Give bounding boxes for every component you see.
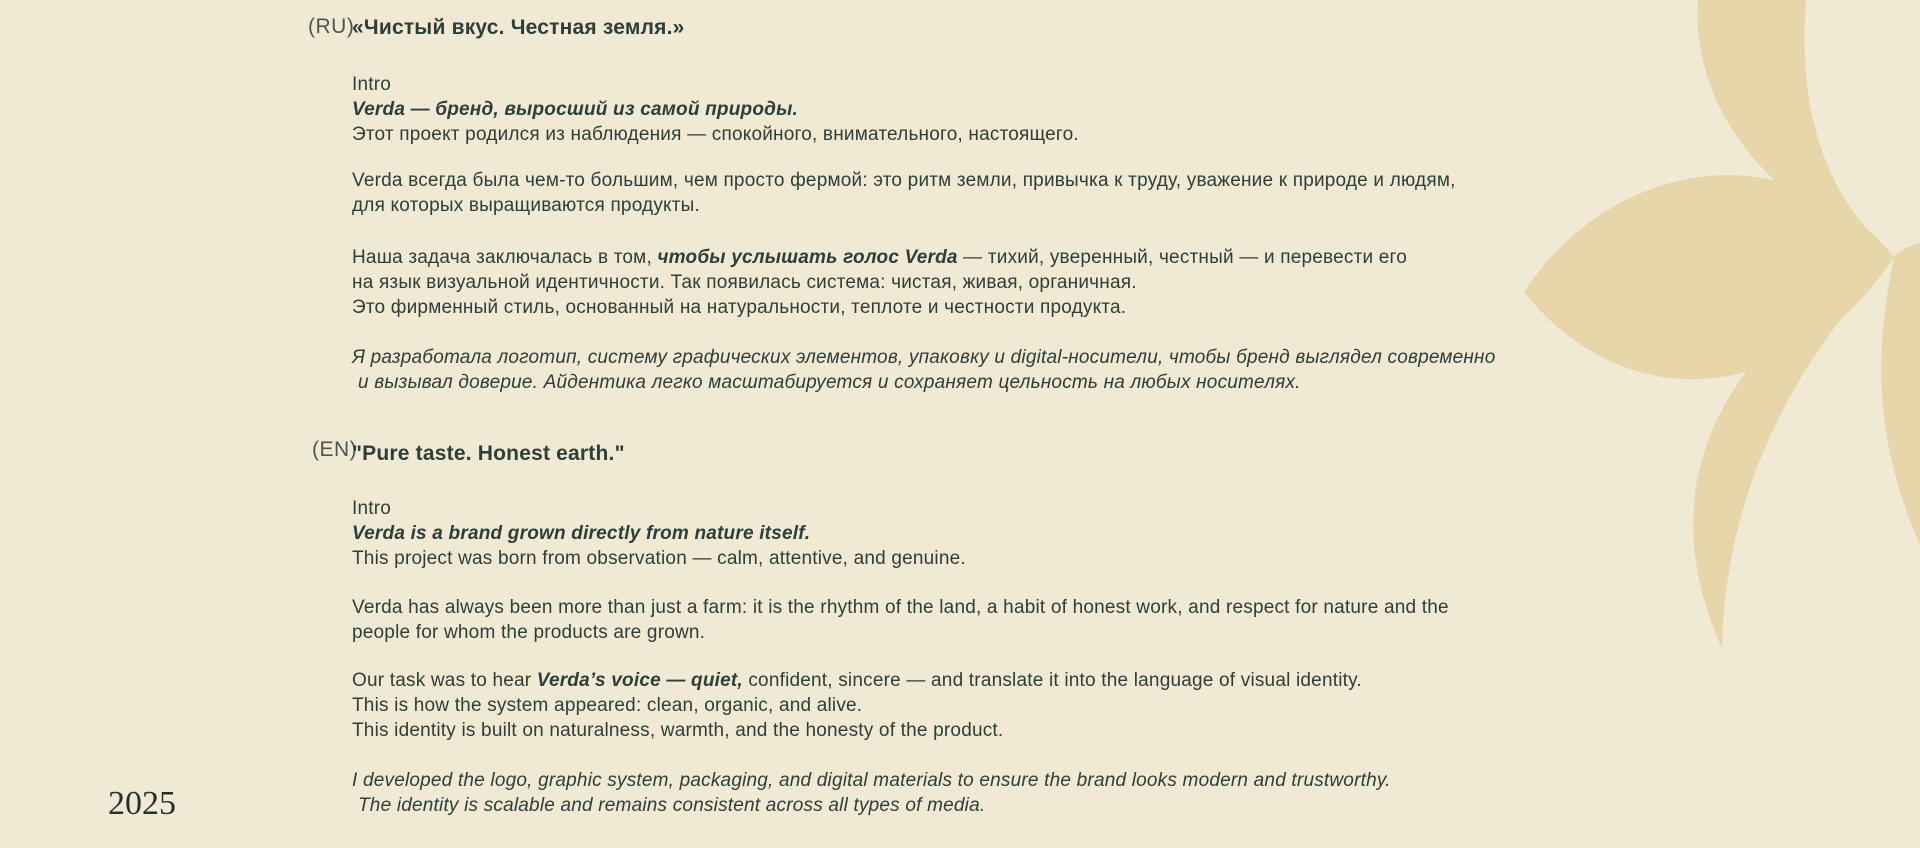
en-paragraph-3 bbox=[352, 668, 1362, 743]
en-p4-line1: I developed the logo, graphic system, packaging, and digital materials to ensure the brand looks modern and trustworthy. bbox=[352, 770, 1391, 791]
ru-intro-heading: Intro bbox=[352, 74, 392, 95]
ru-p3-emphasis: чтобы услышать голос Verda bbox=[657, 247, 958, 268]
en-intro-line: This project was born from observation — calm, attentive, and genuine. bbox=[352, 548, 966, 569]
ru-p4-line1: Я разработала логотип, систему графических элементов, упаковку и digital-носители, чтобы бренд выглядел современно bbox=[352, 347, 1496, 368]
ru-intro-paragraph bbox=[352, 72, 1079, 147]
ru-title: «Чистый вкус. Честная земля.» bbox=[352, 16, 685, 39]
ru-p2-line1: Verda всегда была чем-то большим, чем просто фермой: это ритм земли, привычка к труду, уважение к природе и людям, bbox=[352, 170, 1456, 191]
en-p3-line3: This identity is built on naturalness, warmth, and the honesty of the product. bbox=[352, 720, 1004, 741]
en-p3-pre: Our task was to hear bbox=[352, 670, 537, 691]
motif-right-wedge bbox=[1881, 243, 1920, 545]
ru-intro-line: Этот проект родился из наблюдения — спокойного, внимательного, настоящего. bbox=[352, 124, 1079, 145]
motif-petal-top bbox=[1698, 0, 1894, 257]
ru-p3-pre: Наша задача заключалась в том, bbox=[352, 247, 658, 268]
ru-p3-post: — тихий, уверенный, честный — и перевести его bbox=[957, 247, 1408, 268]
ru-paragraph-2 bbox=[352, 168, 1456, 218]
en-intro-paragraph bbox=[352, 496, 966, 571]
year-label: 2025 bbox=[108, 785, 176, 822]
ru-p2-line2: для которых выращиваются продукты. bbox=[352, 195, 700, 216]
ru-intro-lead: Verda — бренд, выросший из самой природы. bbox=[352, 99, 798, 120]
en-p2-line2: people for whom the products are grown. bbox=[352, 622, 706, 643]
en-title: "Pure taste. Honest earth." bbox=[352, 442, 625, 465]
ru-paragraph-3 bbox=[352, 245, 1407, 320]
en-p3-line2: This is how the system appeared: clean, organic, and alive. bbox=[352, 695, 863, 716]
en-paragraph-4 bbox=[352, 768, 1391, 818]
en-p3-post: confident, sincere — and translate it into the language of visual identity. bbox=[742, 670, 1362, 691]
ru-p3-line1 bbox=[352, 245, 1407, 270]
ru-p3-line3: Это фирменный стиль, основанный на натуральности, теплоте и честности продукта. bbox=[352, 297, 1127, 318]
en-lang-label: (EN) bbox=[312, 438, 358, 461]
motif-petal-bottom bbox=[1693, 257, 1894, 648]
ru-paragraph-4 bbox=[352, 345, 1495, 395]
en-p3-emphasis: Verda’s voice — quiet, bbox=[536, 670, 743, 691]
motif-petal-left bbox=[1524, 175, 1894, 379]
en-p2-line1: Verda has always been more than just a farm: it is the rhythm of the land, a habit of honest work, and respect for nature and the bbox=[352, 597, 1449, 618]
verda-leaf-motif-icon bbox=[1360, 0, 1920, 848]
en-intro-lead: Verda is a brand grown directly from nature itself. bbox=[352, 523, 811, 544]
en-p4-line2: The identity is scalable and remains consistent across all types of media. bbox=[358, 795, 986, 816]
en-p3-line1 bbox=[352, 668, 1362, 693]
ru-p3-line2: на язык визуальной идентичности. Так появилась система: чистая, живая, органичная. bbox=[352, 272, 1137, 293]
ru-p4-line2: и вызывал доверие. Айдентика легко масштабируется и сохраняет цельность на любых носителях. bbox=[358, 372, 1301, 393]
ru-lang-label: (RU) bbox=[308, 15, 355, 38]
en-intro-heading: Intro bbox=[352, 498, 392, 519]
en-paragraph-2 bbox=[352, 595, 1449, 645]
